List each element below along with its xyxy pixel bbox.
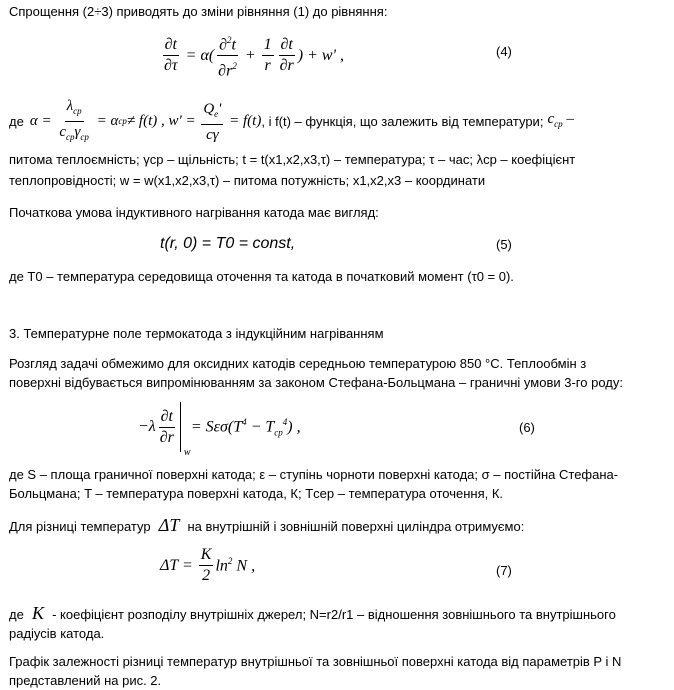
paragraph-task: Розгляд задачі обмежимо для оксидних катодів середньою температурою 850 °С. Теплообмін з (9, 356, 587, 371)
equation-7-number: (7) (496, 563, 512, 578)
text-delta-prefix: Для різниці температур (9, 519, 151, 534)
equation-5: t(r, 0) = T0 = const, (160, 235, 296, 252)
equation-6-number: (6) (519, 420, 535, 435)
paragraph-graph: Графік залежності різниці температур внутрішньої та зовнішньої поверхні катода від параметрів P і N (9, 654, 622, 669)
paragraph-figure-ref: представлений на рис. 2. (9, 673, 162, 688)
text-delta-suffix: на внутрішній і зовнішній поверхні циліндра отримуємо: (187, 519, 525, 534)
paragraph-k-definition (9, 604, 663, 624)
text-function-desc: , і f(t) – функція, що залежить від температури; (261, 114, 544, 129)
equation-7: ΔT = $\frac{K}{2}$ $\ln^2 N$ , (160, 546, 256, 584)
formula-delta-t: ΔT (154, 515, 184, 535)
paragraph-intro: Спрощення (2÷3) приводять до зміни рівняння (1) до рівняння: (9, 4, 388, 19)
equation-6: −λ $\frac{\partial t}{\partial r}$ w = $S\varepsilon\sigma(T^4 - T_{cp}^4)$ , (138, 402, 301, 452)
paragraph-t0-definition: де T0 – температура середовища оточення та катода в початковий момент (τ0 = 0). (9, 269, 514, 284)
equation-4: $\frac{\partial t}{\partial\tau}$ = α( $\frac{\partial^2t}{\partial r^2}$ + $\frac{1}{r}$ $\frac{\partial t}{\partial r}$ ) + w' , (160, 30, 344, 82)
formula-alpha: α = $\frac{\lambda_{cp}}{c_{cp}\gamma_{cp}}$ = α cp ≠ f(t) , w' = $\frac{Q_e'}{c\gamma}$ = f(t) (29, 98, 262, 143)
paragraph-initial-condition: Початкова умова індуктивного нагрівання катода має вигляд: (9, 205, 379, 220)
equation-4-number: (4) (496, 44, 512, 59)
paragraph-conductivity: теплопровідності; w = w(x1,x2,x3,τ) – питома потужність; x1,x2,x3 – координати (9, 173, 486, 188)
paragraph-delta-t (9, 516, 663, 536)
paragraph-s-definition: де S – площа граничної поверхні катода; ε – ступінь чорноти поверхні катода; σ – постійна Стефана- (9, 467, 619, 482)
section-heading: 3. Температурне поле термокатода з індукційним нагріванням (9, 326, 384, 341)
formula-ccp: $c_{cp}$ – (547, 110, 574, 129)
paragraph-t-definition: Больцмана; T – температура поверхні катода, К; Tсер – температура оточення, К. (9, 486, 504, 501)
equation-5-number: (5) (496, 237, 512, 252)
paragraph-heat-capacity: питома теплоємність; γcp – щільність; t = t(x1,x2,x3,τ) – температура; τ – час; λcp – коефіцієнт (9, 152, 576, 167)
paragraph-boundary: поверхні відбувається випромінюванням за законом Стефана-Больцмана – граничні умови 3-го роду: (9, 375, 623, 390)
text-de: де (9, 114, 24, 129)
paragraph-radii: радіусів катода. (9, 626, 105, 641)
paragraph-definition-alpha (9, 96, 663, 147)
formula-k: K (27, 603, 49, 623)
text-k-suffix: - коефіцієнт розподілу внутрішніх джерел; N=r2/r1 – відношення зовнішнього та внутрішнього (52, 607, 616, 622)
text-k-prefix: де (9, 607, 24, 622)
